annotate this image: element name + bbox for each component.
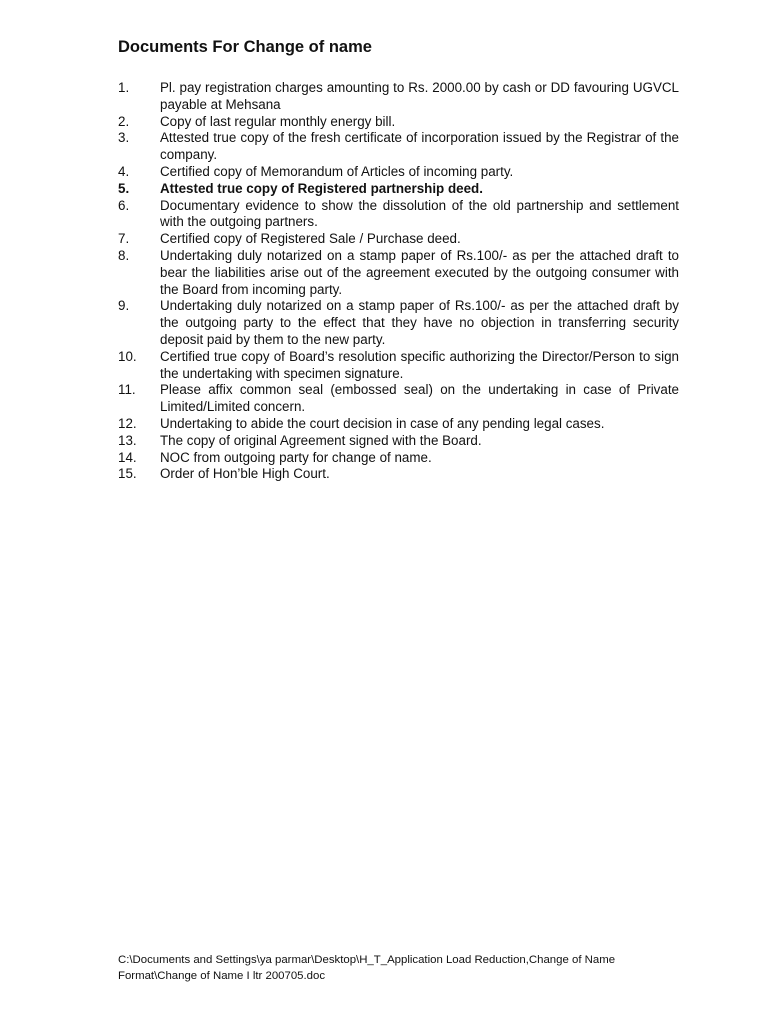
- documents-list: [118, 80, 679, 483]
- list-item-text: Undertaking duly notarized on a stamp paper of Rs.100/- as per the attached draft by the outgoing party to the effect that they have no objection in transferring security deposit paid by them to the new party.: [160, 298, 679, 347]
- list-item-text: The copy of original Agreement signed with the Board.: [160, 432, 482, 448]
- file-path-footer: C:\Documents and Settings\ya parmar\Desktop\H_T_Application Load Reduction,Change of Name Format\Change of Name I ltr 200705.doc: [118, 954, 616, 982]
- document-title: Documents For Change of name: [118, 38, 372, 56]
- list-item: [118, 433, 679, 450]
- list-item: [118, 114, 679, 131]
- list-item-number: 13.: [118, 432, 137, 448]
- list-item-number: 8.: [118, 247, 130, 263]
- list-item-text: Undertaking duly notarized on a stamp paper of Rs.100/- as per the attached draft to bear the liabilities arise out of the agreement executed by the outgoing consumer with the Board from incoming party.: [160, 247, 679, 297]
- list-item-text: Copy of last regular monthly energy bill.: [160, 113, 396, 129]
- list-item: [118, 181, 679, 198]
- list-item-number: 14.: [118, 449, 137, 465]
- list-item-number: 4.: [118, 163, 130, 179]
- list-item-text: Attested true copy of the fresh certificate of incorporation issued by the Registrar of the company.: [160, 130, 679, 163]
- list-item-number: 6.: [118, 197, 130, 213]
- list-item-number: 5.: [118, 180, 130, 196]
- list-item-text: Pl. pay registration charges amounting to Rs. 2000.00 by cash or DD favouring UGVCL payable at Mehsana: [160, 80, 679, 112]
- list-item: [118, 164, 679, 181]
- list-item: [118, 298, 679, 348]
- list-item-number: 9.: [118, 298, 130, 314]
- list-item-text: Attested true copy of Registered partnership deed.: [160, 180, 483, 196]
- list-item: [118, 80, 679, 114]
- list-item-number: 2.: [118, 113, 130, 129]
- list-item-text: Documentary evidence to show the dissolution of the old partnership and settlement with the outgoing partners.: [160, 197, 679, 230]
- list-item: [118, 349, 679, 383]
- list-item-number: 7.: [118, 231, 130, 247]
- list-item-text: NOC from outgoing party for change of name.: [160, 449, 432, 465]
- list-item: [118, 198, 679, 232]
- list-item: [118, 450, 679, 467]
- list-item-number: 15.: [118, 466, 137, 482]
- list-item: [118, 382, 679, 416]
- list-item: [118, 466, 679, 483]
- list-item: [118, 416, 679, 433]
- list-item-text: Certified copy of Registered Sale / Purchase deed.: [160, 231, 461, 247]
- list-item: [118, 130, 679, 164]
- list-item-number: 12.: [118, 415, 137, 431]
- list-item-number: 3.: [118, 130, 130, 146]
- list-item: [118, 248, 679, 298]
- list-item: [118, 231, 679, 248]
- list-item-number: 10.: [118, 348, 137, 364]
- list-item-text: Please affix common seal (embossed seal) on the undertaking in case of Private Limited/Limited concern.: [160, 382, 679, 415]
- list-item-text: Undertaking to abide the court decision in case of any pending legal cases.: [160, 415, 605, 431]
- list-item-text: Certified true copy of Board’s resolution specific authorizing the Director/Person to sign the undertaking with specimen signature.: [160, 348, 679, 381]
- list-item-text: Order of Hon’ble High Court.: [160, 466, 330, 482]
- list-item-number: 1.: [118, 80, 130, 95]
- list-item-number: 11.: [118, 382, 136, 398]
- list-item-text: Certified copy of Memorandum of Articles of incoming party.: [160, 163, 514, 179]
